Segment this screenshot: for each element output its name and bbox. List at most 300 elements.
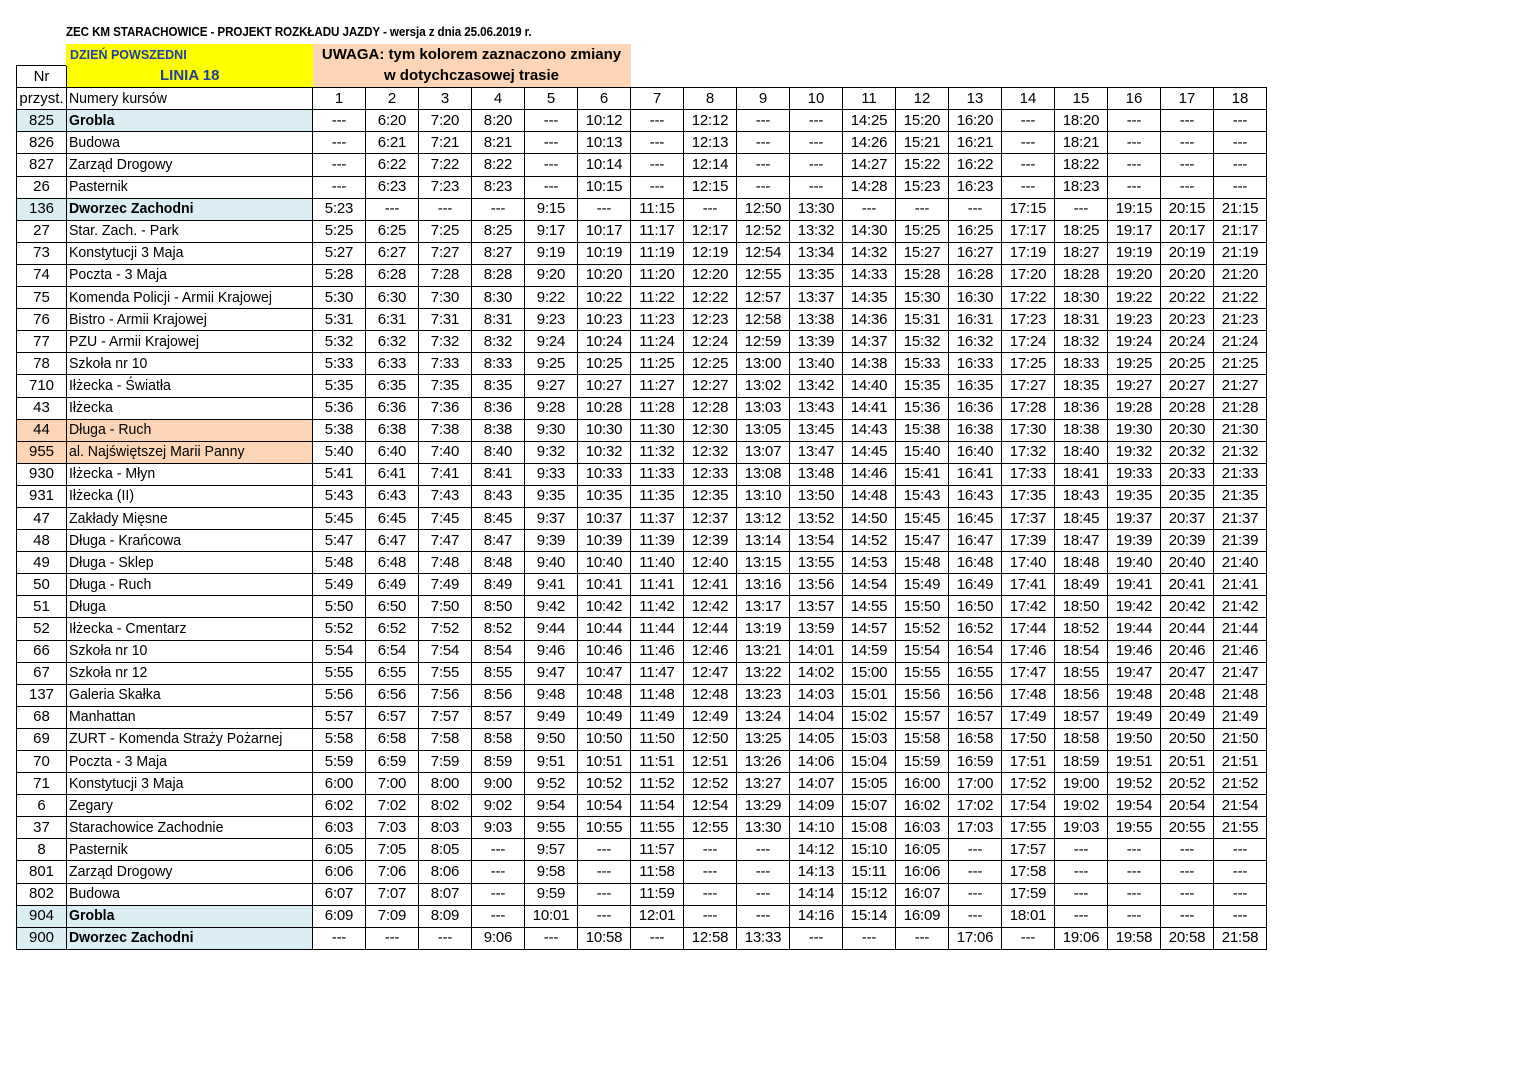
departure-time: --- [1214, 132, 1267, 154]
departure-time: 17:48 [1002, 684, 1055, 706]
stop-name [67, 132, 313, 154]
stop-number: 66 [17, 640, 67, 662]
stop-number: 69 [17, 728, 67, 750]
departure-time: 17:52 [1002, 773, 1055, 795]
stop-row [17, 132, 1267, 154]
departure-time: 14:41 [843, 397, 896, 419]
stop-number: 77 [17, 331, 67, 353]
stop-row [17, 618, 1267, 640]
departure-time: 15:04 [843, 751, 896, 773]
departure-time: --- [1002, 154, 1055, 176]
stop-name-text: ZURT - Komenda Straży Pożarnej [69, 730, 283, 748]
departure-time: 16:57 [949, 706, 1002, 728]
departure-time: 15:31 [896, 309, 949, 331]
departure-time: 12:52 [684, 773, 737, 795]
departure-time: --- [1108, 110, 1161, 132]
departure-time: 19:22 [1108, 287, 1161, 309]
departure-time: 9:19 [525, 242, 578, 264]
departure-time: 10:55 [578, 817, 631, 839]
departure-time: 14:45 [843, 441, 896, 463]
departure-time: --- [472, 861, 525, 883]
departure-time: 15:11 [843, 861, 896, 883]
departure-time: 16:45 [949, 507, 1002, 529]
departure-time: 17:55 [1002, 817, 1055, 839]
stop-name [67, 507, 313, 529]
stop-name-text: Manhattan [69, 708, 136, 726]
stop-name [67, 773, 313, 795]
departure-time: 6:03 [313, 817, 366, 839]
departure-time: --- [1214, 861, 1267, 883]
departure-time: 6:52 [366, 618, 419, 640]
departure-time: 13:14 [737, 530, 790, 552]
departure-time: 20:52 [1161, 773, 1214, 795]
stop-name [67, 706, 313, 728]
departure-time: 14:12 [790, 839, 843, 861]
departure-time: 15:25 [896, 220, 949, 242]
departure-time: 11:33 [631, 463, 684, 485]
departure-time: 5:52 [313, 618, 366, 640]
departure-time: 20:22 [1161, 287, 1214, 309]
departure-time: 9:51 [525, 751, 578, 773]
course-number-header: 17 [1161, 88, 1214, 110]
departure-time: --- [1161, 861, 1214, 883]
departure-time: 14:28 [843, 176, 896, 198]
departure-time: 7:03 [366, 817, 419, 839]
departure-time: 13:59 [790, 618, 843, 640]
departure-time: 9:59 [525, 883, 578, 905]
departure-time: 16:43 [949, 485, 1002, 507]
departure-time: 20:19 [1161, 242, 1214, 264]
departure-time: 10:12 [578, 110, 631, 132]
departure-time: 14:09 [790, 795, 843, 817]
departure-time: 9:47 [525, 662, 578, 684]
departure-time: 7:36 [419, 397, 472, 419]
departure-time: 14:30 [843, 220, 896, 242]
departure-time: 15:05 [843, 773, 896, 795]
departure-time: 17:17 [1002, 220, 1055, 242]
departure-time: 7:31 [419, 309, 472, 331]
departure-time: 12:52 [737, 220, 790, 242]
departure-time: 18:48 [1055, 552, 1108, 574]
departure-time: 15:01 [843, 684, 896, 706]
stop-name-text: Zarząd Drogowy [69, 863, 173, 881]
stop-number: 44 [17, 419, 67, 441]
stop-name-text: Zarząd Drogowy [69, 156, 173, 174]
departure-time: 15:57 [896, 706, 949, 728]
departure-time: --- [1002, 110, 1055, 132]
stop-number: 47 [17, 507, 67, 529]
departure-time: 6:07 [313, 883, 366, 905]
stop-name-text: Poczta - 3 Maja [69, 266, 167, 284]
departure-time: 13:22 [737, 662, 790, 684]
departure-time: 19:35 [1108, 485, 1161, 507]
departure-time: 14:37 [843, 331, 896, 353]
departure-time: 13:48 [790, 463, 843, 485]
departure-time: 18:57 [1055, 706, 1108, 728]
departure-time: 14:04 [790, 706, 843, 728]
course-number-header: 13 [949, 88, 1002, 110]
departure-time: 18:54 [1055, 640, 1108, 662]
departure-time: 9:02 [472, 795, 525, 817]
departure-time: 16:41 [949, 463, 1002, 485]
stop-row [17, 242, 1267, 264]
departure-time: 19:58 [1108, 927, 1161, 949]
stop-row [17, 530, 1267, 552]
stop-number: 51 [17, 596, 67, 618]
stop-name [67, 728, 313, 750]
departure-time: 12:47 [684, 662, 737, 684]
departure-time: 21:25 [1214, 353, 1267, 375]
departure-time: 9:39 [525, 530, 578, 552]
course-number-header: 12 [896, 88, 949, 110]
stop-row [17, 861, 1267, 883]
departure-time: 14:07 [790, 773, 843, 795]
stop-row [17, 927, 1267, 949]
departure-time: 16:23 [949, 176, 1002, 198]
departure-time: 8:33 [472, 353, 525, 375]
departure-time: --- [1108, 839, 1161, 861]
stop-name [67, 375, 313, 397]
departure-time: 21:20 [1214, 264, 1267, 286]
stop-name [67, 883, 313, 905]
departure-time: 7:57 [419, 706, 472, 728]
departure-time: 8:36 [472, 397, 525, 419]
stop-row [17, 309, 1267, 331]
departure-time: --- [525, 176, 578, 198]
stop-name [67, 264, 313, 286]
corner-empty [17, 44, 67, 66]
departure-time: 15:47 [896, 530, 949, 552]
departure-time: 6:59 [366, 751, 419, 773]
departure-time: 5:23 [313, 198, 366, 220]
departure-time: 15:32 [896, 331, 949, 353]
departure-time: 20:49 [1161, 706, 1214, 728]
departure-time: 6:21 [366, 132, 419, 154]
departure-time: --- [1108, 905, 1161, 927]
departure-time: 10:37 [578, 507, 631, 529]
departure-time: 6:30 [366, 287, 419, 309]
departure-time: 16:22 [949, 154, 1002, 176]
departure-time: 9:24 [525, 331, 578, 353]
departure-time: 11:24 [631, 331, 684, 353]
departure-time: 19:23 [1108, 309, 1161, 331]
departure-time: --- [790, 110, 843, 132]
departure-time: 7:25 [419, 220, 472, 242]
departure-time: 16:25 [949, 220, 1002, 242]
departure-time: 9:00 [472, 773, 525, 795]
departure-time: 5:40 [313, 441, 366, 463]
departure-time: 13:55 [790, 552, 843, 574]
departure-time: --- [1214, 154, 1267, 176]
departure-time: 14:52 [843, 530, 896, 552]
departure-time: 17:22 [1002, 287, 1055, 309]
departure-time: 19:30 [1108, 419, 1161, 441]
stop-name-text: Iłżecka - Cmentarz [69, 619, 187, 637]
departure-time: 19:24 [1108, 331, 1161, 353]
stop-row [17, 817, 1267, 839]
departure-time: 7:40 [419, 441, 472, 463]
departure-time: 13:37 [790, 287, 843, 309]
departure-time: 7:41 [419, 463, 472, 485]
departure-time: 21:17 [1214, 220, 1267, 242]
departure-time: 17:32 [1002, 441, 1055, 463]
departure-time: 5:41 [313, 463, 366, 485]
course-number-header: 11 [843, 88, 896, 110]
departure-time: 17:20 [1002, 264, 1055, 286]
departure-time: --- [1214, 905, 1267, 927]
departure-time: 9:28 [525, 397, 578, 419]
departure-time: --- [737, 110, 790, 132]
stop-number: 52 [17, 618, 67, 640]
departure-time: 12:50 [684, 728, 737, 750]
departure-time: 21:37 [1214, 507, 1267, 529]
departure-time: 7:20 [419, 110, 472, 132]
stop-name [67, 795, 313, 817]
departure-time: --- [1055, 198, 1108, 220]
departure-time: 8:05 [419, 839, 472, 861]
departure-time: 7:58 [419, 728, 472, 750]
departure-time: 5:38 [313, 419, 366, 441]
departure-time: 8:56 [472, 684, 525, 706]
departure-time: 21:33 [1214, 463, 1267, 485]
departure-time: 8:25 [472, 220, 525, 242]
departure-time: 13:00 [737, 353, 790, 375]
stop-number: 710 [17, 375, 67, 397]
departure-time: --- [1055, 861, 1108, 883]
departure-time: 8:32 [472, 331, 525, 353]
stop-number: 73 [17, 242, 67, 264]
departure-time: 8:20 [472, 110, 525, 132]
departure-time: 8:43 [472, 485, 525, 507]
departure-time: 16:21 [949, 132, 1002, 154]
departure-time: 11:48 [631, 684, 684, 706]
departure-time: 16:36 [949, 397, 1002, 419]
departure-time: 10:46 [578, 640, 631, 662]
departure-time: 21:49 [1214, 706, 1267, 728]
stop-number: 801 [17, 861, 67, 883]
departure-time: 7:52 [419, 618, 472, 640]
departure-time: --- [1108, 176, 1161, 198]
stop-name [67, 154, 313, 176]
departure-time: 8:00 [419, 773, 472, 795]
departure-time: 19:42 [1108, 596, 1161, 618]
departure-time: 13:16 [737, 574, 790, 596]
departure-time: 19:37 [1108, 507, 1161, 529]
departure-time: 8:30 [472, 287, 525, 309]
stop-row [17, 795, 1267, 817]
departure-time: --- [790, 154, 843, 176]
departure-time: 6:55 [366, 662, 419, 684]
departure-time: 17:37 [1002, 507, 1055, 529]
departure-time: --- [737, 861, 790, 883]
departure-time: 5:45 [313, 507, 366, 529]
departure-time: 18:45 [1055, 507, 1108, 529]
departure-time: 20:27 [1161, 375, 1214, 397]
departure-time: 15:07 [843, 795, 896, 817]
departure-time: 10:51 [578, 751, 631, 773]
stop-number: 37 [17, 817, 67, 839]
departure-time: 12:13 [684, 132, 737, 154]
departure-time: 9:52 [525, 773, 578, 795]
departure-time: --- [313, 927, 366, 949]
stop-row [17, 287, 1267, 309]
course-number-header: 14 [1002, 88, 1055, 110]
departure-time: 8:22 [472, 154, 525, 176]
course-number-header: 1 [313, 88, 366, 110]
departure-time: 7:43 [419, 485, 472, 507]
timetable [16, 44, 1267, 950]
departure-time: 19:15 [1108, 198, 1161, 220]
departure-time: 8:49 [472, 574, 525, 596]
departure-time: 18:55 [1055, 662, 1108, 684]
departure-time: 6:00 [313, 773, 366, 795]
departure-time: 9:37 [525, 507, 578, 529]
departure-time: 12:24 [684, 331, 737, 353]
departure-time: 12:32 [684, 441, 737, 463]
departure-time: 8:23 [472, 176, 525, 198]
course-number-header: 5 [525, 88, 578, 110]
departure-time: 12:58 [737, 309, 790, 331]
departure-time: 15:41 [896, 463, 949, 485]
departure-time: 9:23 [525, 309, 578, 331]
stop-number: 826 [17, 132, 67, 154]
stop-row [17, 198, 1267, 220]
departure-time: 14:35 [843, 287, 896, 309]
departure-time: 19:20 [1108, 264, 1161, 286]
departure-time: 7:00 [366, 773, 419, 795]
departure-time: 9:06 [472, 927, 525, 949]
departure-time: 7:23 [419, 176, 472, 198]
departure-time: 14:06 [790, 751, 843, 773]
stop-name [67, 419, 313, 441]
departure-time: --- [737, 839, 790, 861]
departure-time: 21:48 [1214, 684, 1267, 706]
departure-time: 20:23 [1161, 309, 1214, 331]
stop-name-text: Iłżecka - Światła [69, 376, 171, 394]
departure-time: 21:30 [1214, 419, 1267, 441]
departure-time: 16:02 [896, 795, 949, 817]
departure-time: 21:55 [1214, 817, 1267, 839]
departure-time: 14:26 [843, 132, 896, 154]
departure-time: 13:50 [790, 485, 843, 507]
stop-number: 136 [17, 198, 67, 220]
departure-time: 11:37 [631, 507, 684, 529]
departure-time: 8:48 [472, 552, 525, 574]
departure-time: 6:49 [366, 574, 419, 596]
departure-time: 14:25 [843, 110, 896, 132]
stop-row [17, 839, 1267, 861]
departure-time: 6:06 [313, 861, 366, 883]
departure-time: --- [896, 927, 949, 949]
departure-time: 13:39 [790, 331, 843, 353]
departure-time: 10:17 [578, 220, 631, 242]
departure-time: 18:20 [1055, 110, 1108, 132]
stop-row [17, 441, 1267, 463]
departure-time: 17:15 [1002, 198, 1055, 220]
departure-time: 17:46 [1002, 640, 1055, 662]
departure-time: 19:55 [1108, 817, 1161, 839]
stop-name [67, 927, 313, 949]
departure-time: 6:20 [366, 110, 419, 132]
departure-time: 15:38 [896, 419, 949, 441]
departure-time: --- [684, 839, 737, 861]
departure-time: --- [1161, 154, 1214, 176]
departure-time: 13:19 [737, 618, 790, 640]
departure-time: --- [313, 176, 366, 198]
departure-time: 18:27 [1055, 242, 1108, 264]
departure-time: 15:22 [896, 154, 949, 176]
departure-time: 18:38 [1055, 419, 1108, 441]
departure-time: 10:14 [578, 154, 631, 176]
departure-time: --- [1055, 883, 1108, 905]
departure-time: 16:47 [949, 530, 1002, 552]
departure-time: 15:00 [843, 662, 896, 684]
departure-time: 15:28 [896, 264, 949, 286]
departure-time: --- [472, 883, 525, 905]
stop-number: 78 [17, 353, 67, 375]
departure-time: 13:15 [737, 552, 790, 574]
departure-time: 15:14 [843, 905, 896, 927]
departure-time: 16:03 [896, 817, 949, 839]
stop-name [67, 287, 313, 309]
departure-time: 18:59 [1055, 751, 1108, 773]
stop-number: 6 [17, 795, 67, 817]
departure-time: 13:03 [737, 397, 790, 419]
stop-name-text: Iłżecka [69, 399, 113, 417]
course-number-header: 16 [1108, 88, 1161, 110]
departure-time: 9:03 [472, 817, 525, 839]
departure-time: 9:46 [525, 640, 578, 662]
departure-time: 18:50 [1055, 596, 1108, 618]
departure-time: 18:22 [1055, 154, 1108, 176]
departure-time: 6:36 [366, 397, 419, 419]
departure-time: 14:48 [843, 485, 896, 507]
departure-time: 21:22 [1214, 287, 1267, 309]
stop-name-text: al. Najświętszej Marii Panny [69, 443, 245, 461]
departure-time: 6:48 [366, 552, 419, 574]
departure-time: 17:42 [1002, 596, 1055, 618]
stop-number: 49 [17, 552, 67, 574]
departure-time: 12:20 [684, 264, 737, 286]
departure-time: 8:09 [419, 905, 472, 927]
header-nr: Nr [17, 66, 67, 88]
departure-time: 9:48 [525, 684, 578, 706]
departure-time: 16:07 [896, 883, 949, 905]
departure-time: 6:38 [366, 419, 419, 441]
departure-time: 12:57 [737, 287, 790, 309]
departure-time: 15:40 [896, 441, 949, 463]
departure-time: 12:37 [684, 507, 737, 529]
departure-time: 17:57 [1002, 839, 1055, 861]
departure-time: 10:24 [578, 331, 631, 353]
departure-time: 12:17 [684, 220, 737, 242]
departure-time: --- [1108, 883, 1161, 905]
stop-name [67, 552, 313, 574]
stop-name [67, 530, 313, 552]
departure-time: 12:30 [684, 419, 737, 441]
departure-time: 16:30 [949, 287, 1002, 309]
stop-name-text: Komenda Policji - Armii Krajowej [69, 288, 272, 306]
stop-name [67, 397, 313, 419]
departure-time: 13:12 [737, 507, 790, 529]
departure-time: 13:30 [790, 198, 843, 220]
stop-name-text: Długa [69, 597, 106, 615]
stop-name [67, 220, 313, 242]
departure-time: 6:58 [366, 728, 419, 750]
departure-time: 6:22 [366, 154, 419, 176]
departure-time: 20:15 [1161, 198, 1214, 220]
departure-time: --- [578, 861, 631, 883]
